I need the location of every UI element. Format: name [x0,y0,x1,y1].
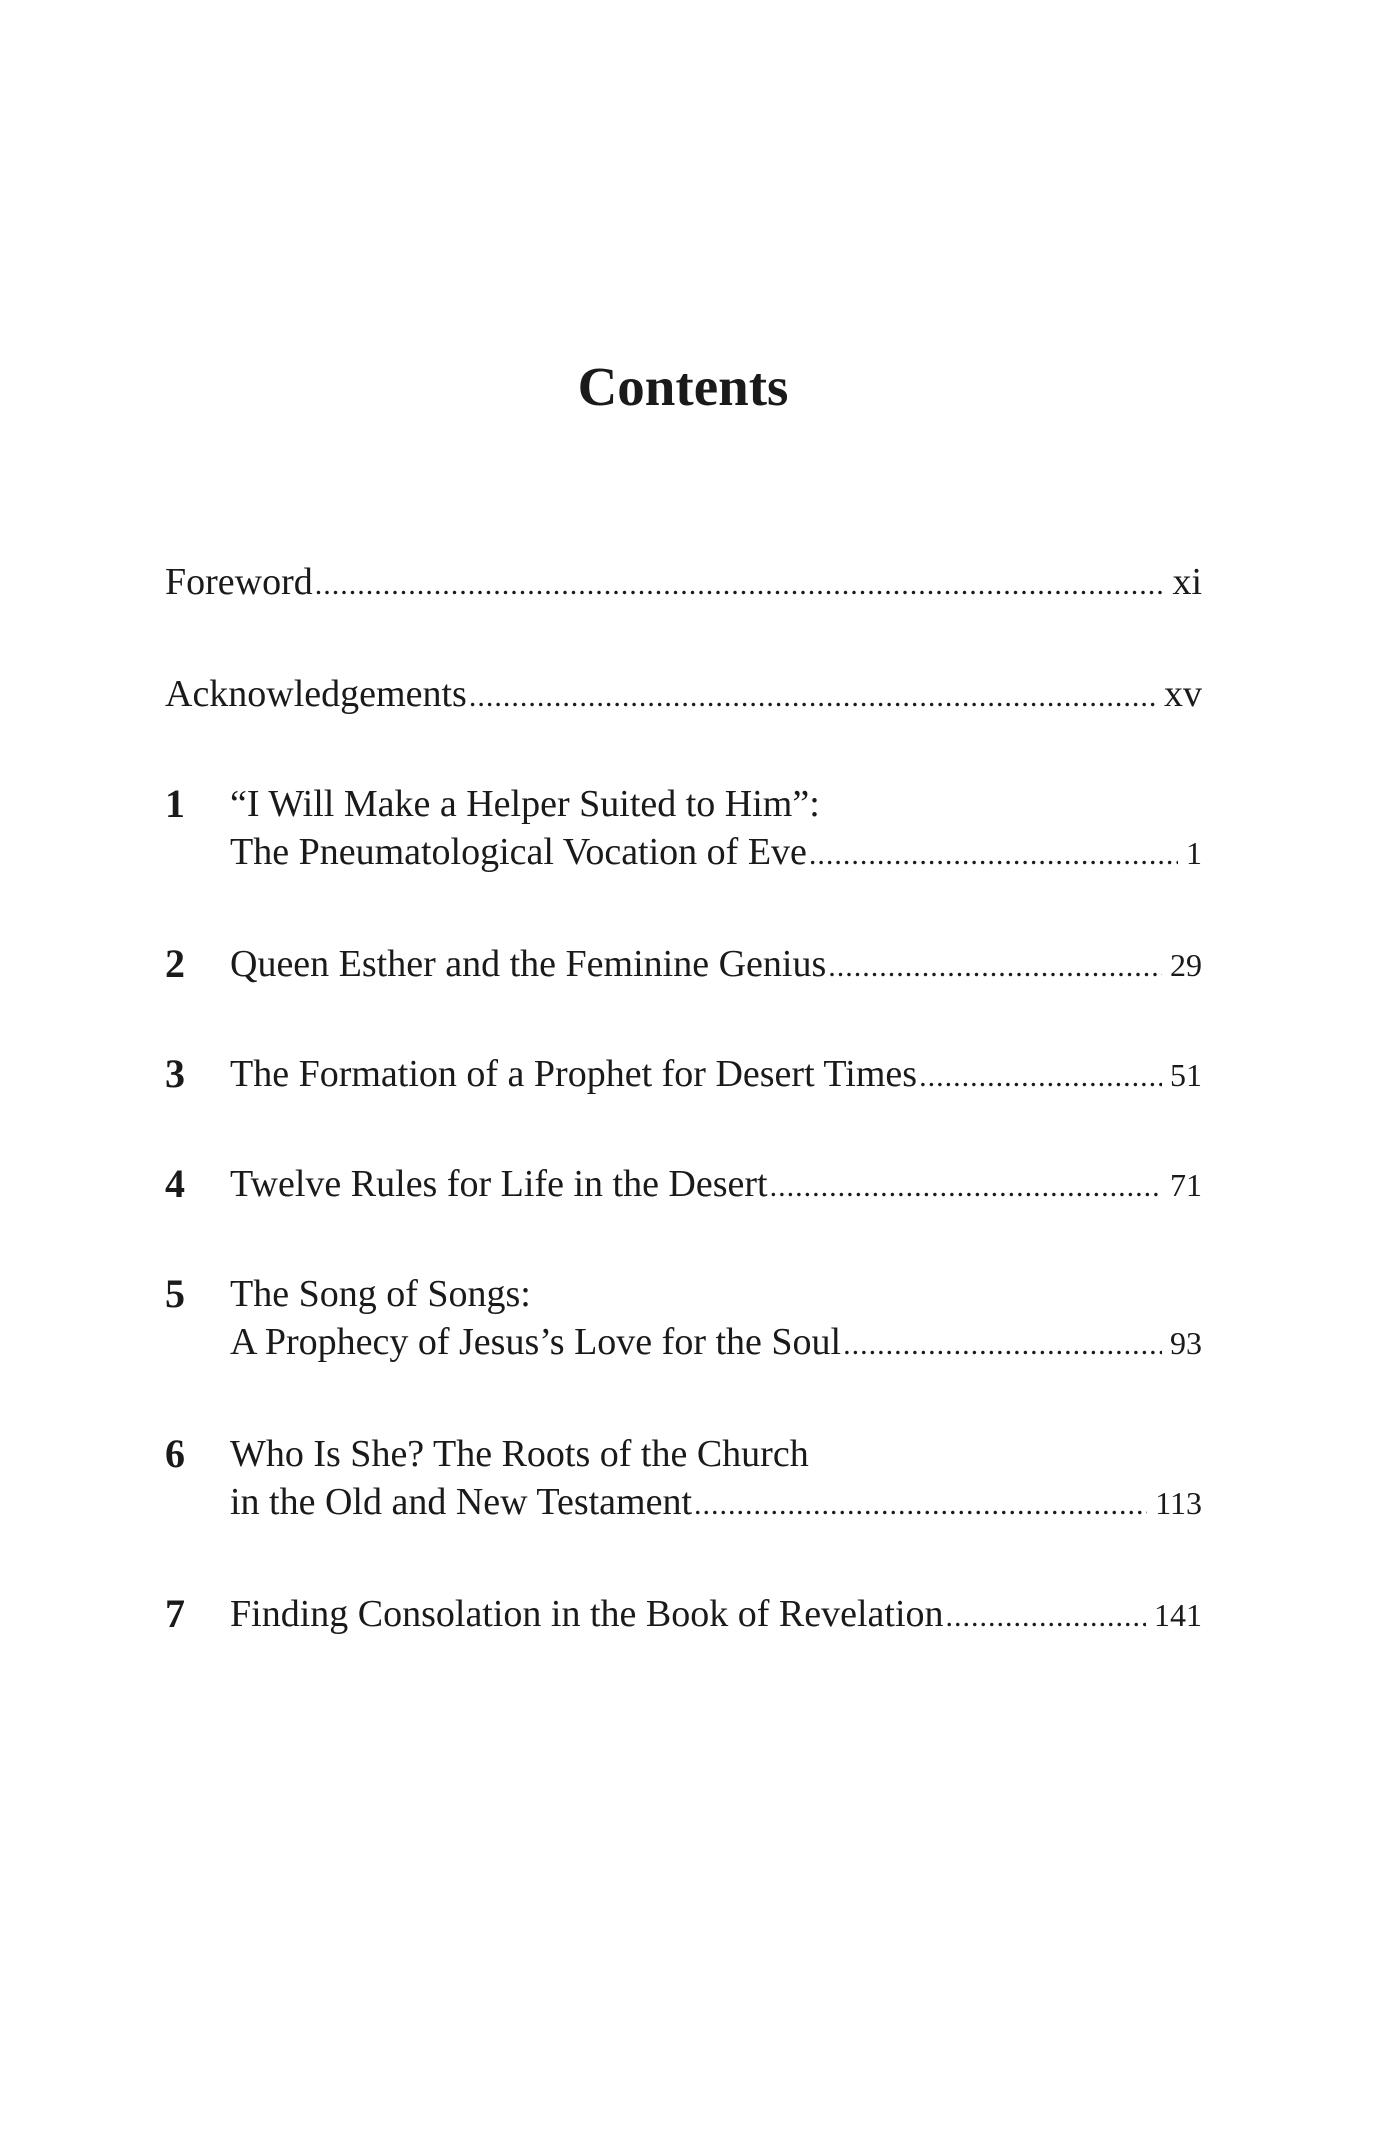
toc-entry-acknowledgements [165,670,1202,721]
page-number: 51 [1170,1057,1202,1093]
toc-entry-chapter-3 [165,1050,1202,1101]
page-number: 1 [1186,835,1202,871]
entry-title-line-1: The Song of Songs: [230,1273,531,1315]
chapter-number: 5 [165,1271,185,1316]
toc-entry-chapter-6 [165,1430,1202,1529]
dot-leader [809,831,1178,879]
entry-title-line-2: The Pneumatological Vocation of Eve [230,831,807,873]
entry-title-line-2: in the Old and New Testament [230,1481,693,1523]
dot-leader [946,1593,1146,1641]
page-title: Contents [577,356,789,417]
dot-leader [315,561,1165,609]
chapter-number: 3 [165,1051,185,1096]
entry-title-line-1: Who Is She? The Roots of the Church [230,1433,809,1475]
entry-title: Acknowledgements [165,673,467,715]
toc-entry-chapter-5 [165,1270,1202,1369]
page-number: 93 [1170,1325,1202,1361]
toc-entry-chapter-7 [165,1590,1202,1641]
page-number: 71 [1170,1167,1202,1203]
dot-leader [843,1321,1162,1369]
page-number: 141 [1154,1597,1202,1633]
toc-entry-foreword [165,558,1202,609]
chapter-number: 4 [165,1161,185,1206]
chapter-number: 6 [165,1431,185,1476]
entry-title-line-1: “I Will Make a Helper Suited to Him”: [230,783,820,825]
entry-title: Finding Consolation in the Book of Revelation [230,1593,944,1635]
entry-title: Queen Esther and the Feminine Genius [230,943,827,985]
dot-leader [919,1053,1162,1101]
page-number: 113 [1155,1485,1202,1521]
page-number: 29 [1170,947,1202,983]
toc-entry-chapter-2 [165,940,1202,991]
chapter-number: 7 [165,1591,185,1636]
entry-title: Twelve Rules for Life in the Desert [230,1163,768,1205]
page-number: xi [1172,561,1202,603]
toc-entry-chapter-1 [165,780,1202,879]
entry-title: Foreword [165,561,313,603]
dot-leader [694,1481,1147,1529]
dot-leader [469,673,1156,721]
dot-leader [770,1163,1162,1211]
page-number: xv [1164,673,1202,715]
chapter-number: 1 [165,781,185,826]
entry-title-line-2: A Prophecy of Jesus’s Love for the Soul [230,1321,842,1363]
dot-leader [828,943,1162,991]
entry-title: The Formation of a Prophet for Desert Times [230,1053,918,1095]
toc-entry-chapter-4 [165,1160,1202,1211]
chapter-number: 2 [165,941,185,986]
